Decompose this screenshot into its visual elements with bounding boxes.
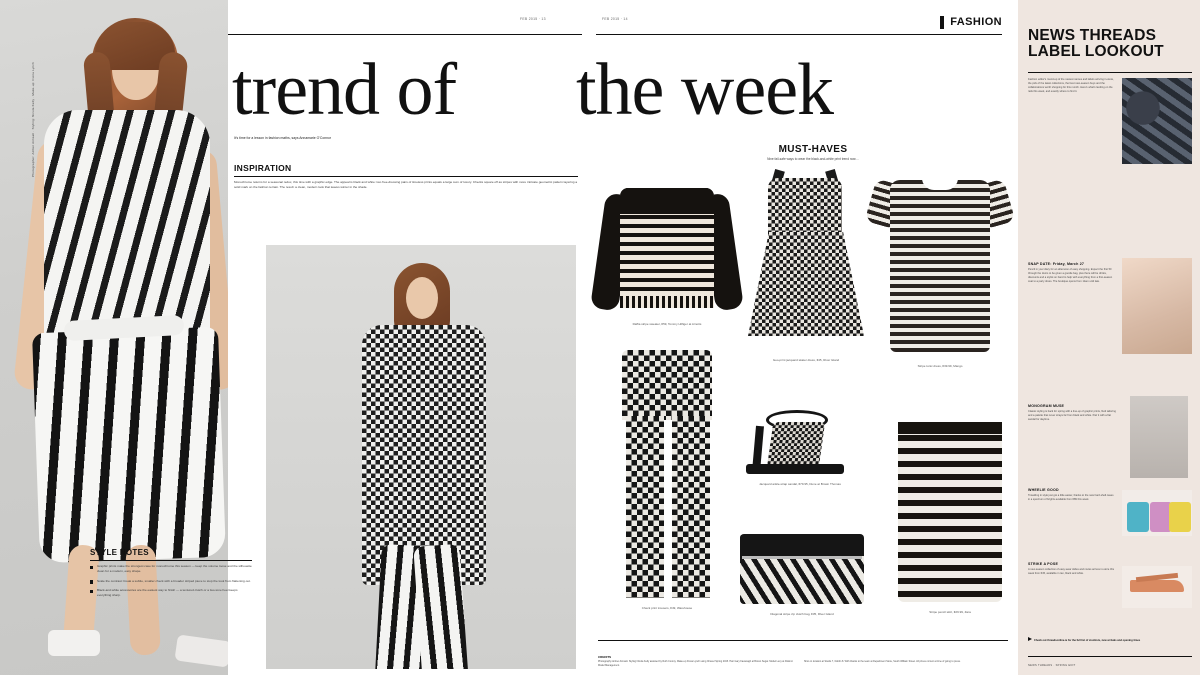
product-caption: Stripe pencil skirt, €29.99, Zara [929,610,971,614]
masthead-right: the week [576,49,834,131]
model2-face [406,277,438,319]
skirt-waistband [898,422,1002,434]
style-notes-list [90,564,252,598]
rail-image-fill [1122,258,1192,354]
credits-rule [598,640,1008,641]
product-caption: Jacquard ankle-strap sandal, €79.95, Dune at Brown Thomas [759,482,841,486]
product-caption: Geo-print jacquard skater dress, €45, River Island [772,358,840,362]
rail-title-line1: NEWS THREADS [1028,27,1157,44]
right-header-rule [596,34,1002,35]
product-geo-print-dress[interactable] [740,168,872,378]
style-note-item: Black-and-white accessories are the easiest way to finish — a textured clutch or a two-tone heel keeps everything sharp. [90,588,252,598]
news-rail [1018,0,1200,675]
clutch-flap [740,534,864,556]
suitcase-icon [1169,502,1191,532]
credits-heading: CREDITS [598,655,612,660]
right-header [934,14,1002,30]
tee-body [890,180,990,352]
trousers-top [622,350,712,420]
product-striped-sweater[interactable] [596,170,738,340]
rail-title-rule [1028,72,1192,73]
model-striped-skirt [32,327,226,563]
left-page [0,0,588,675]
product-striped-pencil-skirt[interactable] [884,412,1016,638]
rail-item-body: Classic styling is back for spring with a line-up of graphic prints, fluid tailoring and a palette that never strays far from black and white. Pair it with a flat sandal for daytime. [1028,410,1116,421]
rail-item-heading: SNAP DATE: Friday, March 27 [1028,262,1085,266]
style-notes-heading: STYLE NOTES [90,548,149,557]
inspiration-block [234,163,578,190]
trousers-leg-right [672,416,710,598]
rail-image-summer-looks [1122,258,1192,354]
style-note-item: Scale the contrast: break a subtle, smaller check with a broader striped piece to stop the look from flattening out. [90,579,252,584]
trousers-leg-left [626,416,664,598]
product-caption: Diagonal stripe zip clutch bag, €35, River Island [770,612,834,616]
secondary-photo-left [266,245,576,669]
dress-skirt [748,232,864,336]
arrow-right-icon [1028,637,1032,641]
rail-item-body: Pencil in your diary for an afternoon of easy shopping. Expect the first 50 through the doors to be given a goodie bag, plus there will be drinks, discounts and a stylist on hand to help with everything from a first-season coat to a party dress. The boutique opens from 11am until late. [1028,268,1113,283]
product-caption: Stripe tunic dress, €39.99, Mango [917,364,963,368]
product-check-trousers[interactable] [606,344,728,640]
rail-intro: Fashion editor's round-up of the newest names and labels arriving in-store, the pick of the latest collections, the best new-season buys and the collaborations worth shopping for this month. Here's what's landing on the rails this week, and exactly where to find it. [1028,78,1114,93]
style-notes-rule [90,560,252,561]
rail-title-line2: LABEL LOOKOUT [1028,42,1164,60]
left-folio: FEB 2015 · 13 [520,17,546,21]
shoe-sole [746,464,844,474]
rail-footer: NEWS THREADS · SPRING EDIT [1028,664,1076,668]
must-haves-heading: MUST-HAVES [778,144,848,155]
rail-image-fill [1122,78,1192,164]
right-header-kicker: FASHION [950,16,1002,28]
product-caption: Raffia stripe sweater, €59, Tommy Hilfiger at Arnotts [632,322,702,326]
rail-item-heading: WHEELIE GOOD [1028,488,1059,492]
rail-image-sandals [1122,566,1192,608]
rail-item-body: Travelling in style just got a little easier, thanks to the new hard-shell cases in a spectrum of brights available from €89 this week. [1028,494,1114,501]
product-striped-tee-dress[interactable] [876,166,1004,392]
inspiration-rule [234,176,578,177]
rail-item-wheelie-good [1028,488,1116,502]
model-shoe-left [48,630,100,656]
rail-cta[interactable] [1028,628,1192,646]
inspiration-heading: INSPIRATION [234,163,292,173]
rail-item-snap-date [1028,262,1116,284]
rail-item-heading: STRIKE A POSE [1028,562,1059,566]
right-page [576,0,1018,675]
sweater-yoke [620,188,714,214]
skirt-body [898,422,1002,602]
right-folio: FEB 2015 · 14 [602,17,628,21]
rail-cta-label: Check out threadsonline.ie for the full list of stockists, new arrivals and opening times [1034,639,1141,642]
rail-item-body: A new-season collection of easy-wear slides and mules arrives in-store this week from €45, available in tan, black and white. [1028,568,1115,575]
credits-left-column: Photography Amber Aimsalt. Styling Nicola Kelly assisted by Ruth Conroy. Make-up Fiona Lynch using Chanel Spring 2015. Hair Gary Kavanagh at Brown Sugar. Model Lucy at Distinct Model Management. [598,660,793,667]
product-caption: Check print trousers, €49, Warehouse [641,606,693,610]
rail-item-heading: MONOGRAM MUSE [1028,404,1065,408]
shoe-upper [767,422,825,468]
model-shoe-right [174,634,228,667]
suitcase-icon [1127,502,1149,532]
product-striped-clutch[interactable] [730,520,874,630]
style-notes-block [90,548,252,603]
rail-item-strike-a-pose [1028,562,1116,576]
inspiration-body: Monochrome returns for a seasonal redux, this time with a graphic edge. The appeal is black and white: two free-dressing pairs of timeless prints equals a large sum of luxury. Checks square off as stripes with more intricate geometric pattern layering a solid mark on the fashion terrain. The result: a clean, modern look that leaves winter in the shade. [234,180,578,189]
header-tick-icon [940,16,944,29]
rail-image-print-trouser [1122,78,1192,164]
product-ankle-strap-heel[interactable] [740,392,860,504]
credits-right-column: Shot on location at Studio 7, Dublin 8. With thanks to the team at Department Store, South William Street. All prices correct at time of going to press. [804,660,961,664]
standfirst: It's time for a lesson in fashion maths, says Annamarie O'Connor [234,136,332,140]
rail-title-block [1028,28,1192,60]
masthead-left: trend of [232,49,457,131]
rail-image-fill [1130,396,1188,478]
rail-image-suitcases [1122,490,1192,536]
rail-item-monogram-muse [1028,404,1116,422]
must-haves-header [718,144,908,161]
must-haves-subheading: Nine fail-safe ways to wear the black-and-white print trend now… [767,157,859,161]
style-note-item: Graphic prints make the strongest case for monochrome this season — keep the volume loose and the silhouette clean for a modern, easy shape. [90,564,252,574]
rail-image-print-dress [1130,396,1188,478]
sweater-hem [620,296,714,308]
credits-block [598,655,1008,667]
dress-bodice [768,178,842,238]
photo-credit: Photographer: Amber Aimsalt · Styling: Nicola Kelly · Make-up: Fiona Lynch [31,62,35,178]
rail-footer-rule [1028,656,1192,657]
clutch-zip [742,556,862,559]
